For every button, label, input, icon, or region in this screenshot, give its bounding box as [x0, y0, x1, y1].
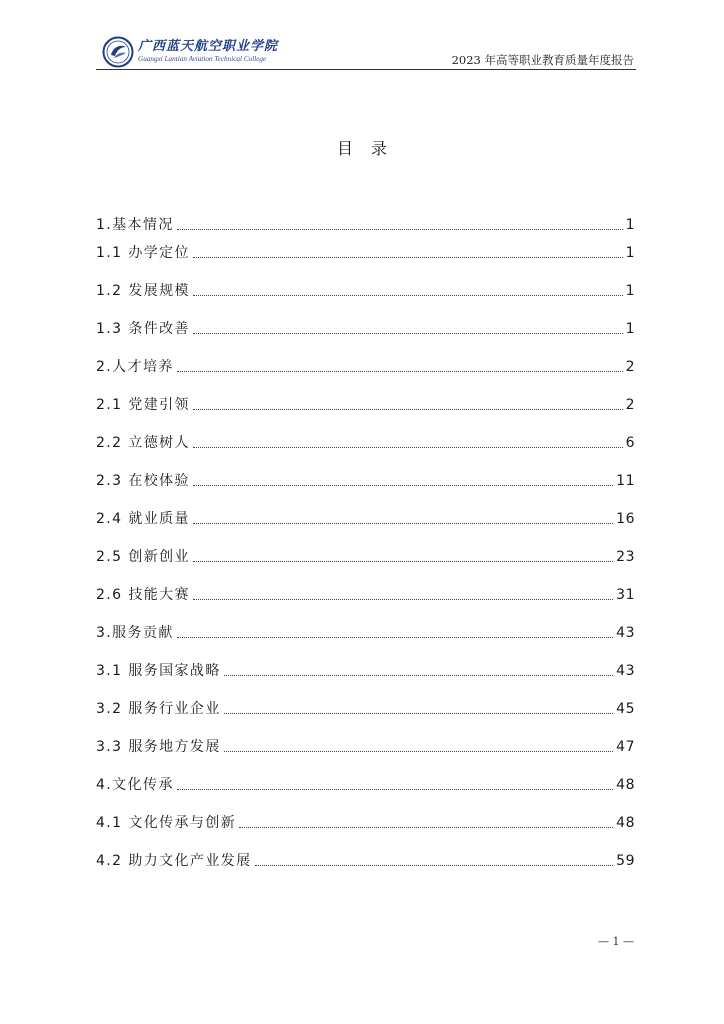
toc-entry-page: 2	[625, 359, 635, 375]
toc-dot-leader	[255, 865, 614, 866]
header-divider	[96, 69, 636, 70]
toc-entry-label: 2.2 立德树人	[96, 435, 190, 451]
toc-entry[interactable]	[96, 208, 635, 236]
toc-entry-page: 43	[616, 663, 635, 679]
toc-dot-leader	[177, 789, 613, 790]
toc-entry[interactable]	[96, 236, 635, 274]
toc-entry[interactable]	[96, 388, 635, 426]
toc-entry[interactable]	[96, 692, 635, 730]
toc-entry-label: 2.3 在校体验	[96, 473, 190, 489]
toc-entry-label: 3.服务贡献	[96, 625, 174, 641]
toc-entry[interactable]	[96, 730, 635, 768]
toc-entry-label: 3.2 服务行业企业	[96, 701, 221, 717]
toc-entry-page: 23	[616, 549, 635, 565]
toc-dot-leader	[177, 371, 623, 372]
toc-entry-label: 4.1 文化传承与创新	[96, 815, 237, 831]
toc-entry-label: 2.人才培养	[96, 359, 174, 375]
toc-entry[interactable]	[96, 350, 635, 388]
toc-entry-page: 11	[616, 473, 635, 489]
toc-dot-leader	[224, 751, 613, 752]
toc-entry-label: 2.6 技能大赛	[96, 587, 190, 603]
toc-entry-label: 4.文化传承	[96, 777, 174, 793]
toc-entry-label: 3.3 服务地方发展	[96, 739, 221, 755]
toc-entry-label: 2.1 党建引领	[96, 397, 190, 413]
toc-entry-page: 59	[616, 853, 635, 869]
toc-entry[interactable]	[96, 502, 635, 540]
college-logo	[102, 36, 278, 68]
toc-entry-page: 47	[616, 739, 635, 755]
toc-entry-page: 16	[616, 511, 635, 527]
toc-dot-leader	[239, 827, 613, 828]
toc-entry-page: 31	[616, 587, 635, 603]
toc-entry-page: 1	[625, 283, 635, 299]
toc-dot-leader	[193, 447, 623, 448]
page-header	[96, 34, 636, 74]
toc-entry-label: 4.2 助力文化产业发展	[96, 853, 252, 869]
toc-entry-label: 2.4 就业质量	[96, 511, 190, 527]
toc-entry-label: 1.基本情况	[96, 217, 174, 233]
toc-dot-leader	[193, 561, 613, 562]
toc-entry[interactable]	[96, 312, 635, 350]
toc-dot-leader	[193, 295, 623, 296]
page-number: — 1 —	[598, 935, 634, 948]
toc-dot-leader	[224, 675, 613, 676]
toc-entry-page: 48	[616, 815, 635, 831]
toc-dot-leader	[193, 523, 613, 524]
toc-entry-page: 6	[625, 435, 635, 451]
toc-entry[interactable]	[96, 806, 635, 844]
toc-dot-leader	[193, 333, 623, 334]
toc-entry-label: 1.3 条件改善	[96, 321, 190, 337]
toc-dot-leader	[193, 485, 613, 486]
toc-entry-page: 2	[625, 397, 635, 413]
toc-entry[interactable]	[96, 274, 635, 312]
toc-entry[interactable]	[96, 768, 635, 806]
toc-entry[interactable]	[96, 844, 635, 882]
toc-entry-page: 1	[625, 245, 635, 261]
toc-entry-page: 43	[616, 625, 635, 641]
toc-entry[interactable]	[96, 654, 635, 692]
toc-entry[interactable]	[96, 578, 635, 616]
toc-entry-label: 1.1 办学定位	[96, 245, 190, 261]
toc-entry[interactable]	[96, 540, 635, 578]
toc-entry[interactable]	[96, 616, 635, 654]
toc-dot-leader	[193, 599, 613, 600]
college-name-en: Guangxi Lantian Aviation Technical College	[138, 55, 267, 64]
toc-entry-label: 2.5 创新创业	[96, 549, 190, 565]
college-emblem-icon	[102, 36, 134, 68]
toc-dot-leader	[193, 409, 623, 410]
toc-entry[interactable]	[96, 464, 635, 502]
toc-entry-page: 1	[625, 217, 635, 233]
toc-entry-label: 1.2 发展规模	[96, 283, 190, 299]
report-title: 2023 年高等职业教育质量年度报告	[451, 53, 634, 67]
toc-heading: 目录	[336, 139, 405, 158]
toc-dot-leader	[177, 229, 623, 230]
toc-entry-page: 1	[625, 321, 635, 337]
toc-dot-leader	[224, 713, 613, 714]
toc-dot-leader	[193, 257, 623, 258]
table-of-contents	[96, 208, 635, 882]
toc-entry-label: 3.1 服务国家战略	[96, 663, 221, 679]
toc-dot-leader	[177, 637, 613, 638]
toc-entry-page: 48	[616, 777, 635, 793]
toc-entry-page: 45	[616, 701, 635, 717]
college-name-cn: 广西蓝天航空职业学院	[138, 39, 279, 55]
toc-entry[interactable]	[96, 426, 635, 464]
